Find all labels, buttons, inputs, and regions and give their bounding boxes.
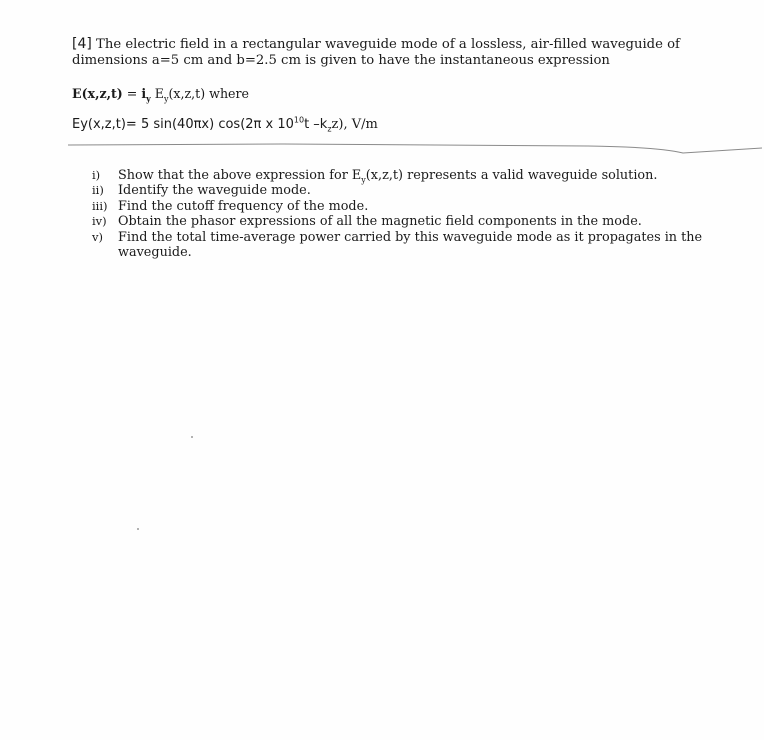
problem-text: The electric field in a rectangular waveguide mode of a lossless, air-filled waveguide of dimensions a=5 cm and b=2.5 cm is given to have the instantaneous expression: [72, 37, 680, 68]
field-arguments: (x,z,t): [168, 86, 206, 101]
question-marker: ii): [92, 183, 104, 198]
field-expression-start: Ey(x,z,t)= 5 sin(40πx) cos(2π x 10: [72, 117, 294, 132]
question-text: Find the total time-average power carried by this waveguide mode as it propagates in the waveguide.: [118, 229, 703, 261]
question-marker: iv): [92, 214, 107, 229]
field-component-subscript: y: [163, 94, 169, 104]
question-text: Obtain the phasor expressions of all the magnetic field components in the mode.: [118, 214, 642, 230]
scan-speck: [191, 436, 193, 438]
question-text: Find the cutoff frequency of the mode.: [118, 198, 369, 214]
field-expression-mid: t –k: [304, 117, 328, 132]
question-list: [92, 168, 732, 260]
question-item-ii: [92, 183, 732, 198]
frequency-exponent: 10: [293, 115, 305, 125]
question-text-end: (x,z,t) represents a valid waveguide solution.: [365, 168, 658, 183]
divider-stroke: [68, 144, 762, 153]
equals-sign: =: [122, 86, 142, 101]
question-item-iii: [92, 199, 732, 214]
question-subscript: y: [361, 175, 366, 185]
scan-speck: [137, 528, 139, 530]
question-marker: iii): [92, 198, 108, 213]
unit-vector-subscript: y: [146, 93, 151, 104]
field-expression-end: z), V/m: [331, 117, 378, 132]
instantaneous-field-equation: [72, 117, 378, 133]
field-vector-equation: [72, 86, 249, 102]
unit-vector: i: [141, 86, 147, 101]
question-marker: i): [92, 168, 101, 182]
where-word: where: [205, 86, 249, 101]
question-item-i: [92, 168, 732, 183]
question-item-v: [92, 230, 732, 261]
field-vector-lhs: E(x,z,t): [72, 86, 123, 101]
problem-number: [4]: [72, 36, 92, 52]
question-item-iv: [92, 214, 732, 229]
divider-line: [68, 141, 762, 155]
question-text: [118, 168, 732, 183]
problem-statement: [72, 36, 692, 69]
question-marker: v): [92, 229, 103, 244]
question-text: Identify the waveguide mode.: [118, 183, 311, 199]
question-text-start: Show that the above expression for E: [118, 168, 362, 183]
field-component: E: [150, 86, 164, 101]
wavenumber-subscript: z: [327, 124, 332, 134]
